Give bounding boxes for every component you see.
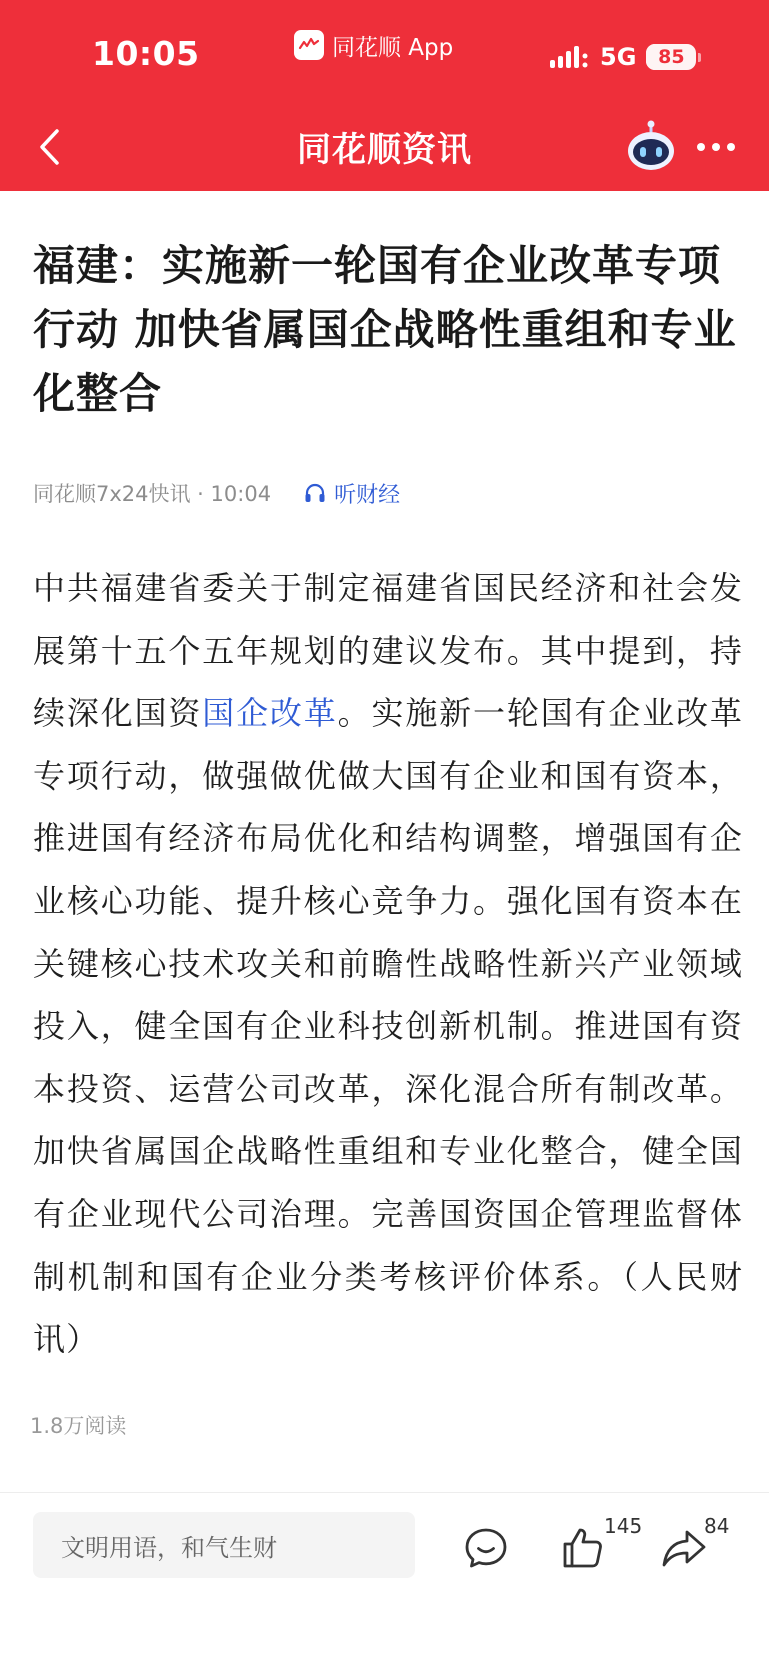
robot-icon [626, 120, 676, 172]
network-type: 5G [600, 43, 637, 71]
share-count: 84 [704, 1514, 730, 1538]
article-title: 福建：实施新一轮国有企业改革专项行动 加快省属国企战略性重组和专业化整合 [33, 241, 737, 418]
battery-nub [698, 53, 701, 62]
listen-button[interactable] [303, 478, 400, 509]
body-text-part-2: 。实施新一轮国有企业改革专项行动，做强做优做大国有企业和国有资本，推进国有经济布局优化和结构调整，增强国有企业核心功能、提升核心竞争力。强化国有资本在关键核心技术攻关和前瞻性战略性新兴产业领域投入，健全国有企业科技创新机制。推进国有资本投资、运营公司改革，深化混合所有制改革。加快省属国企战略性重组和专业化整合，健全国有企业现代公司治理。完善国资国企管理监督体制机制和国有企业分类考核评价体系。（人民财讯） [33, 694, 744, 1359]
article-body [33, 557, 743, 1371]
battery-icon [646, 44, 696, 70]
battery-level: 85 [658, 46, 685, 68]
article-meta [33, 476, 400, 510]
thumbs-up-icon [559, 1524, 607, 1572]
headphones-icon [303, 481, 327, 505]
app-header [0, 0, 769, 191]
read-count: 1.8万阅读 [30, 1414, 127, 1438]
status-time: 10:05 [92, 34, 200, 73]
assistant-button[interactable] [626, 120, 676, 172]
comment-input[interactable] [33, 1512, 415, 1578]
status-app-indicator [294, 28, 453, 62]
status-indicators [550, 40, 696, 74]
comment-bubble-icon [462, 1524, 510, 1572]
more-dots-icon [696, 142, 736, 152]
comment-placeholder: 文明用语，和气生财 [61, 1533, 277, 1562]
topic-link[interactable]: 国企改革 [202, 694, 338, 733]
like-count: 145 [604, 1514, 643, 1538]
listen-label: 听财经 [334, 482, 401, 508]
app-logo-icon [294, 30, 324, 60]
comment-button[interactable] [456, 1518, 516, 1578]
more-button[interactable] [693, 132, 739, 162]
signal-icon [550, 44, 590, 70]
status-app-label: 同花顺 App [332, 34, 454, 61]
body-text-part-1: 中共福建省委关于制定福建省国民经济和社会发展第十五个五年规划的建议发布。其中提到，持续深化国资 [33, 569, 743, 733]
bottom-divider [0, 1492, 769, 1493]
back-button[interactable] [30, 122, 70, 172]
page-title: 同花顺资讯 [297, 130, 472, 170]
article-source: 同花顺7x24快讯 · 10:04 [33, 482, 272, 506]
share-arrow-icon [660, 1524, 708, 1572]
chevron-left-icon [37, 127, 63, 167]
